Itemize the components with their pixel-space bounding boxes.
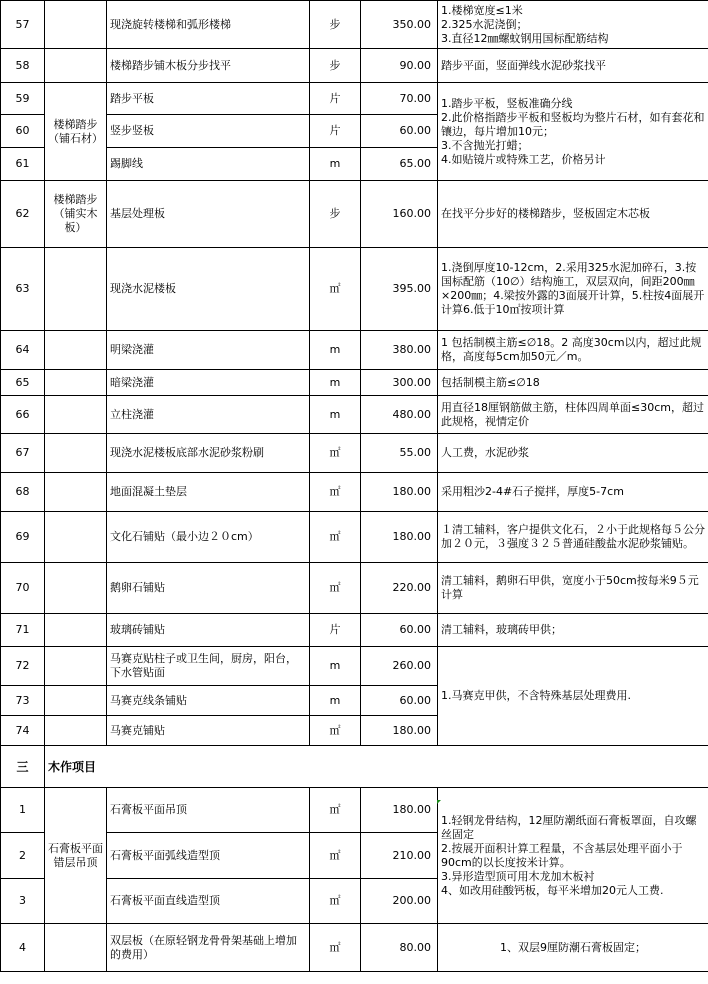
row-number: 64 (1, 331, 45, 370)
description-line: 1.轻钢龙骨结构，12厘防潮纸面石膏板罩面，自攻螺丝固定 (441, 813, 697, 841)
unit-cell: 片 (310, 83, 361, 115)
row-number: 3 (1, 879, 45, 924)
row-number: 66 (1, 396, 45, 434)
unit-cell: ㎡ (310, 563, 361, 614)
item-name: 明梁浇灌 (107, 331, 310, 370)
row-number: 68 (1, 473, 45, 512)
item-name: 石膏板平面弧线造型顶 (107, 833, 310, 879)
unit-cell: 片 (310, 614, 361, 647)
description-line: 4.如贴镜片或特殊工艺，价格另计 (441, 152, 606, 166)
price-cell: 80.00 (361, 924, 438, 972)
row-number: 1 (1, 788, 45, 833)
unit-cell: ㎡ (310, 879, 361, 924)
row-number: 4 (1, 924, 45, 972)
description-line: 2.此价格指踏步平板和竖板均为整片石材，如有套花和镶边，每片增加10元； (441, 110, 705, 138)
description-line: 3.不含抛光打蜡； (441, 138, 529, 152)
table-row (1, 647, 708, 686)
item-name: 现浇水泥楼板底部水泥砂浆粉刷 (107, 434, 310, 473)
description-line: 1.踏步平板，竖板准确分线 (441, 96, 573, 110)
unit-cell: 步 (310, 181, 361, 248)
row-number: 62 (1, 181, 45, 248)
description-cell: 在找平分步好的楼梯踏步，竖板固定木芯板 (438, 181, 708, 248)
description-cell: 1、双层9厘防潮石膏板固定； (438, 924, 708, 972)
row-number: 63 (1, 248, 45, 331)
category-cell (45, 512, 107, 563)
price-cell: 260.00 (361, 647, 438, 686)
item-name: 文化石铺贴（最小边２０cm） (107, 512, 310, 563)
price-cell: 180.00 (361, 788, 438, 833)
price-cell: 220.00 (361, 563, 438, 614)
description-cell: １清工辅料，客户提供文化石，２小于此规格每５公分加２０元，３强度３２５普通硅酸盐水泥砂浆铺贴。 (438, 512, 708, 563)
unit-cell: ㎡ (310, 716, 361, 746)
category-cell (45, 49, 107, 83)
row-number: 74 (1, 716, 45, 746)
price-cell: 480.00 (361, 396, 438, 434)
description-line: 1.楼梯宽度≤1米 (441, 3, 523, 17)
price-cell: 70.00 (361, 83, 438, 115)
item-name: 现浇水泥楼板 (107, 248, 310, 331)
category-cell (45, 434, 107, 473)
category-cell (45, 924, 107, 972)
unit-cell: ㎡ (310, 248, 361, 331)
category-cell (45, 614, 107, 647)
table-row (1, 512, 708, 563)
table-row (1, 788, 708, 833)
price-cell: 160.00 (361, 181, 438, 248)
row-number: 70 (1, 563, 45, 614)
category-cell (45, 1, 107, 49)
unit-cell: ㎡ (310, 833, 361, 879)
table-row (1, 924, 708, 972)
row-number: 59 (1, 83, 45, 115)
unit-cell: ㎡ (310, 434, 361, 473)
row-number: 61 (1, 148, 45, 181)
row-number: 69 (1, 512, 45, 563)
item-name: 玻璃砖铺贴 (107, 614, 310, 647)
price-cell: 350.00 (361, 1, 438, 49)
unit-cell: ㎡ (310, 788, 361, 833)
description-cell: 1.马赛克甲供，不含特殊基层处理费用. (438, 647, 708, 746)
item-name: 暗梁浇灌 (107, 370, 310, 396)
section-number: 三 (1, 746, 45, 788)
table-row (1, 331, 708, 370)
unit-cell: 步 (310, 1, 361, 49)
category-cell (45, 686, 107, 716)
table-row (1, 1, 708, 49)
unit-cell: m (310, 396, 361, 434)
price-cell: 395.00 (361, 248, 438, 331)
price-cell: 300.00 (361, 370, 438, 396)
table-row (1, 83, 708, 115)
unit-cell: m (310, 647, 361, 686)
price-cell: 200.00 (361, 879, 438, 924)
unit-cell: m (310, 686, 361, 716)
row-number: 67 (1, 434, 45, 473)
category-cell (45, 563, 107, 614)
description-line: 3.直径12㎜螺蚊钢用国标配筋结构 (441, 31, 609, 45)
category-cell (45, 647, 107, 686)
unit-cell: 步 (310, 49, 361, 83)
price-cell: 180.00 (361, 716, 438, 746)
category-cell (45, 370, 107, 396)
row-number: 2 (1, 833, 45, 879)
category-cell: 楼梯踏步（铺实木板） (45, 181, 107, 248)
description-cell: 人工费，水泥砂浆 (438, 434, 708, 473)
table-row (1, 434, 708, 473)
item-name: 双层板（在原轻钢龙骨骨架基础上增加的费用） (107, 924, 310, 972)
item-name: 踢脚线 (107, 148, 310, 181)
price-cell: 60.00 (361, 686, 438, 716)
unit-cell: ㎡ (310, 924, 361, 972)
row-number: 58 (1, 49, 45, 83)
price-cell: 65.00 (361, 148, 438, 181)
description-cell (438, 1, 708, 49)
item-name: 鹅卵石铺贴 (107, 563, 310, 614)
row-number: 71 (1, 614, 45, 647)
table-row (1, 181, 708, 248)
description-cell (438, 788, 708, 924)
table-row (1, 370, 708, 396)
description-cell: 用直径18厘钢筋做主筋，柱体四周单面≤30cm，超过此规格，视情定价 (438, 396, 708, 434)
item-name: 现浇旋转楼梯和弧形楼梯 (107, 1, 310, 49)
item-name: 石膏板平面吊顶 (107, 788, 310, 833)
category-cell: 楼梯踏步（铺石材） (45, 83, 107, 181)
description-cell: 清工辅料，玻璃砖甲供； (438, 614, 708, 647)
item-name: 基层处理板 (107, 181, 310, 248)
table-row (1, 614, 708, 647)
cell-comment-marker-icon (437, 800, 441, 804)
row-number: 65 (1, 370, 45, 396)
row-number: 60 (1, 115, 45, 148)
description-cell: 采用粗沙2-4#石子搅拌，厚度5-7cm (438, 473, 708, 512)
item-name: 竖步竖板 (107, 115, 310, 148)
category-cell (45, 331, 107, 370)
item-name: 地面混凝土垫层 (107, 473, 310, 512)
item-name: 立柱浇灌 (107, 396, 310, 434)
price-cell: 60.00 (361, 614, 438, 647)
table-row (1, 248, 708, 331)
price-cell: 60.00 (361, 115, 438, 148)
price-cell: 55.00 (361, 434, 438, 473)
category-cell: 石膏板平面错层吊顶 (45, 788, 107, 924)
description-cell: 1.浇倒厚度10-12cm，2.采用325水泥加碎石，3.按国标配筋（10∅）结构施工，双层双向，间距200㎜×200㎜；4.梁按外露的3面展开计算，5.柱按4面展开计算6.低于10㎡按项计算 (438, 248, 708, 331)
row-number: 73 (1, 686, 45, 716)
description-line: 2.325水泥浇倒； (441, 17, 528, 31)
unit-cell: m (310, 331, 361, 370)
price-cell: 380.00 (361, 331, 438, 370)
item-name: 马赛克贴柱子或卫生间，厨房，阳台，下水管贴面 (107, 647, 310, 686)
unit-cell: ㎡ (310, 473, 361, 512)
category-cell (45, 248, 107, 331)
price-cell: 180.00 (361, 473, 438, 512)
description-cell: 清工辅料，鹅卵石甲供，宽度小于50cm按每米9５元计算 (438, 563, 708, 614)
item-name: 楼梯踏步铺木板分步找平 (107, 49, 310, 83)
price-cell: 180.00 (361, 512, 438, 563)
unit-cell: 片 (310, 115, 361, 148)
table-row (1, 563, 708, 614)
description-line: 4、如改用硅酸钙板，每平米增加20元人工费. (441, 883, 664, 897)
price-cell: 90.00 (361, 49, 438, 83)
unit-cell: m (310, 370, 361, 396)
item-name: 马赛克线条铺贴 (107, 686, 310, 716)
table-row (1, 49, 708, 83)
item-name: 马赛克铺贴 (107, 716, 310, 746)
category-cell (45, 396, 107, 434)
item-name: 踏步平板 (107, 83, 310, 115)
description-cell: 踏步平面，竖面弹线水泥砂浆找平 (438, 49, 708, 83)
description-cell: 1 包括制模主筋≤∅18。2 高度30cm以内，超过此规格，高度每5cm加50元／m。 (438, 331, 708, 370)
description-cell (438, 83, 708, 181)
category-cell (45, 473, 107, 512)
row-number: 57 (1, 1, 45, 49)
unit-cell: m (310, 148, 361, 181)
table-row (1, 396, 708, 434)
description-line: 3.异形造型顶可用木龙加木板衬 (441, 869, 595, 883)
category-cell (45, 716, 107, 746)
item-name: 石膏板平面直线造型顶 (107, 879, 310, 924)
table-row (1, 473, 708, 512)
unit-cell: ㎡ (310, 512, 361, 563)
price-cell: 210.00 (361, 833, 438, 879)
row-number: 72 (1, 647, 45, 686)
description-line: 2.按展开面积计算工程量，不含基层处理平面小于90cm的以长度按米计算。 (441, 841, 683, 869)
description-cell: 包括制模主筋≤∅18 (438, 370, 708, 396)
section-title: 木作项目 (45, 746, 708, 788)
section-header-row (1, 746, 708, 788)
